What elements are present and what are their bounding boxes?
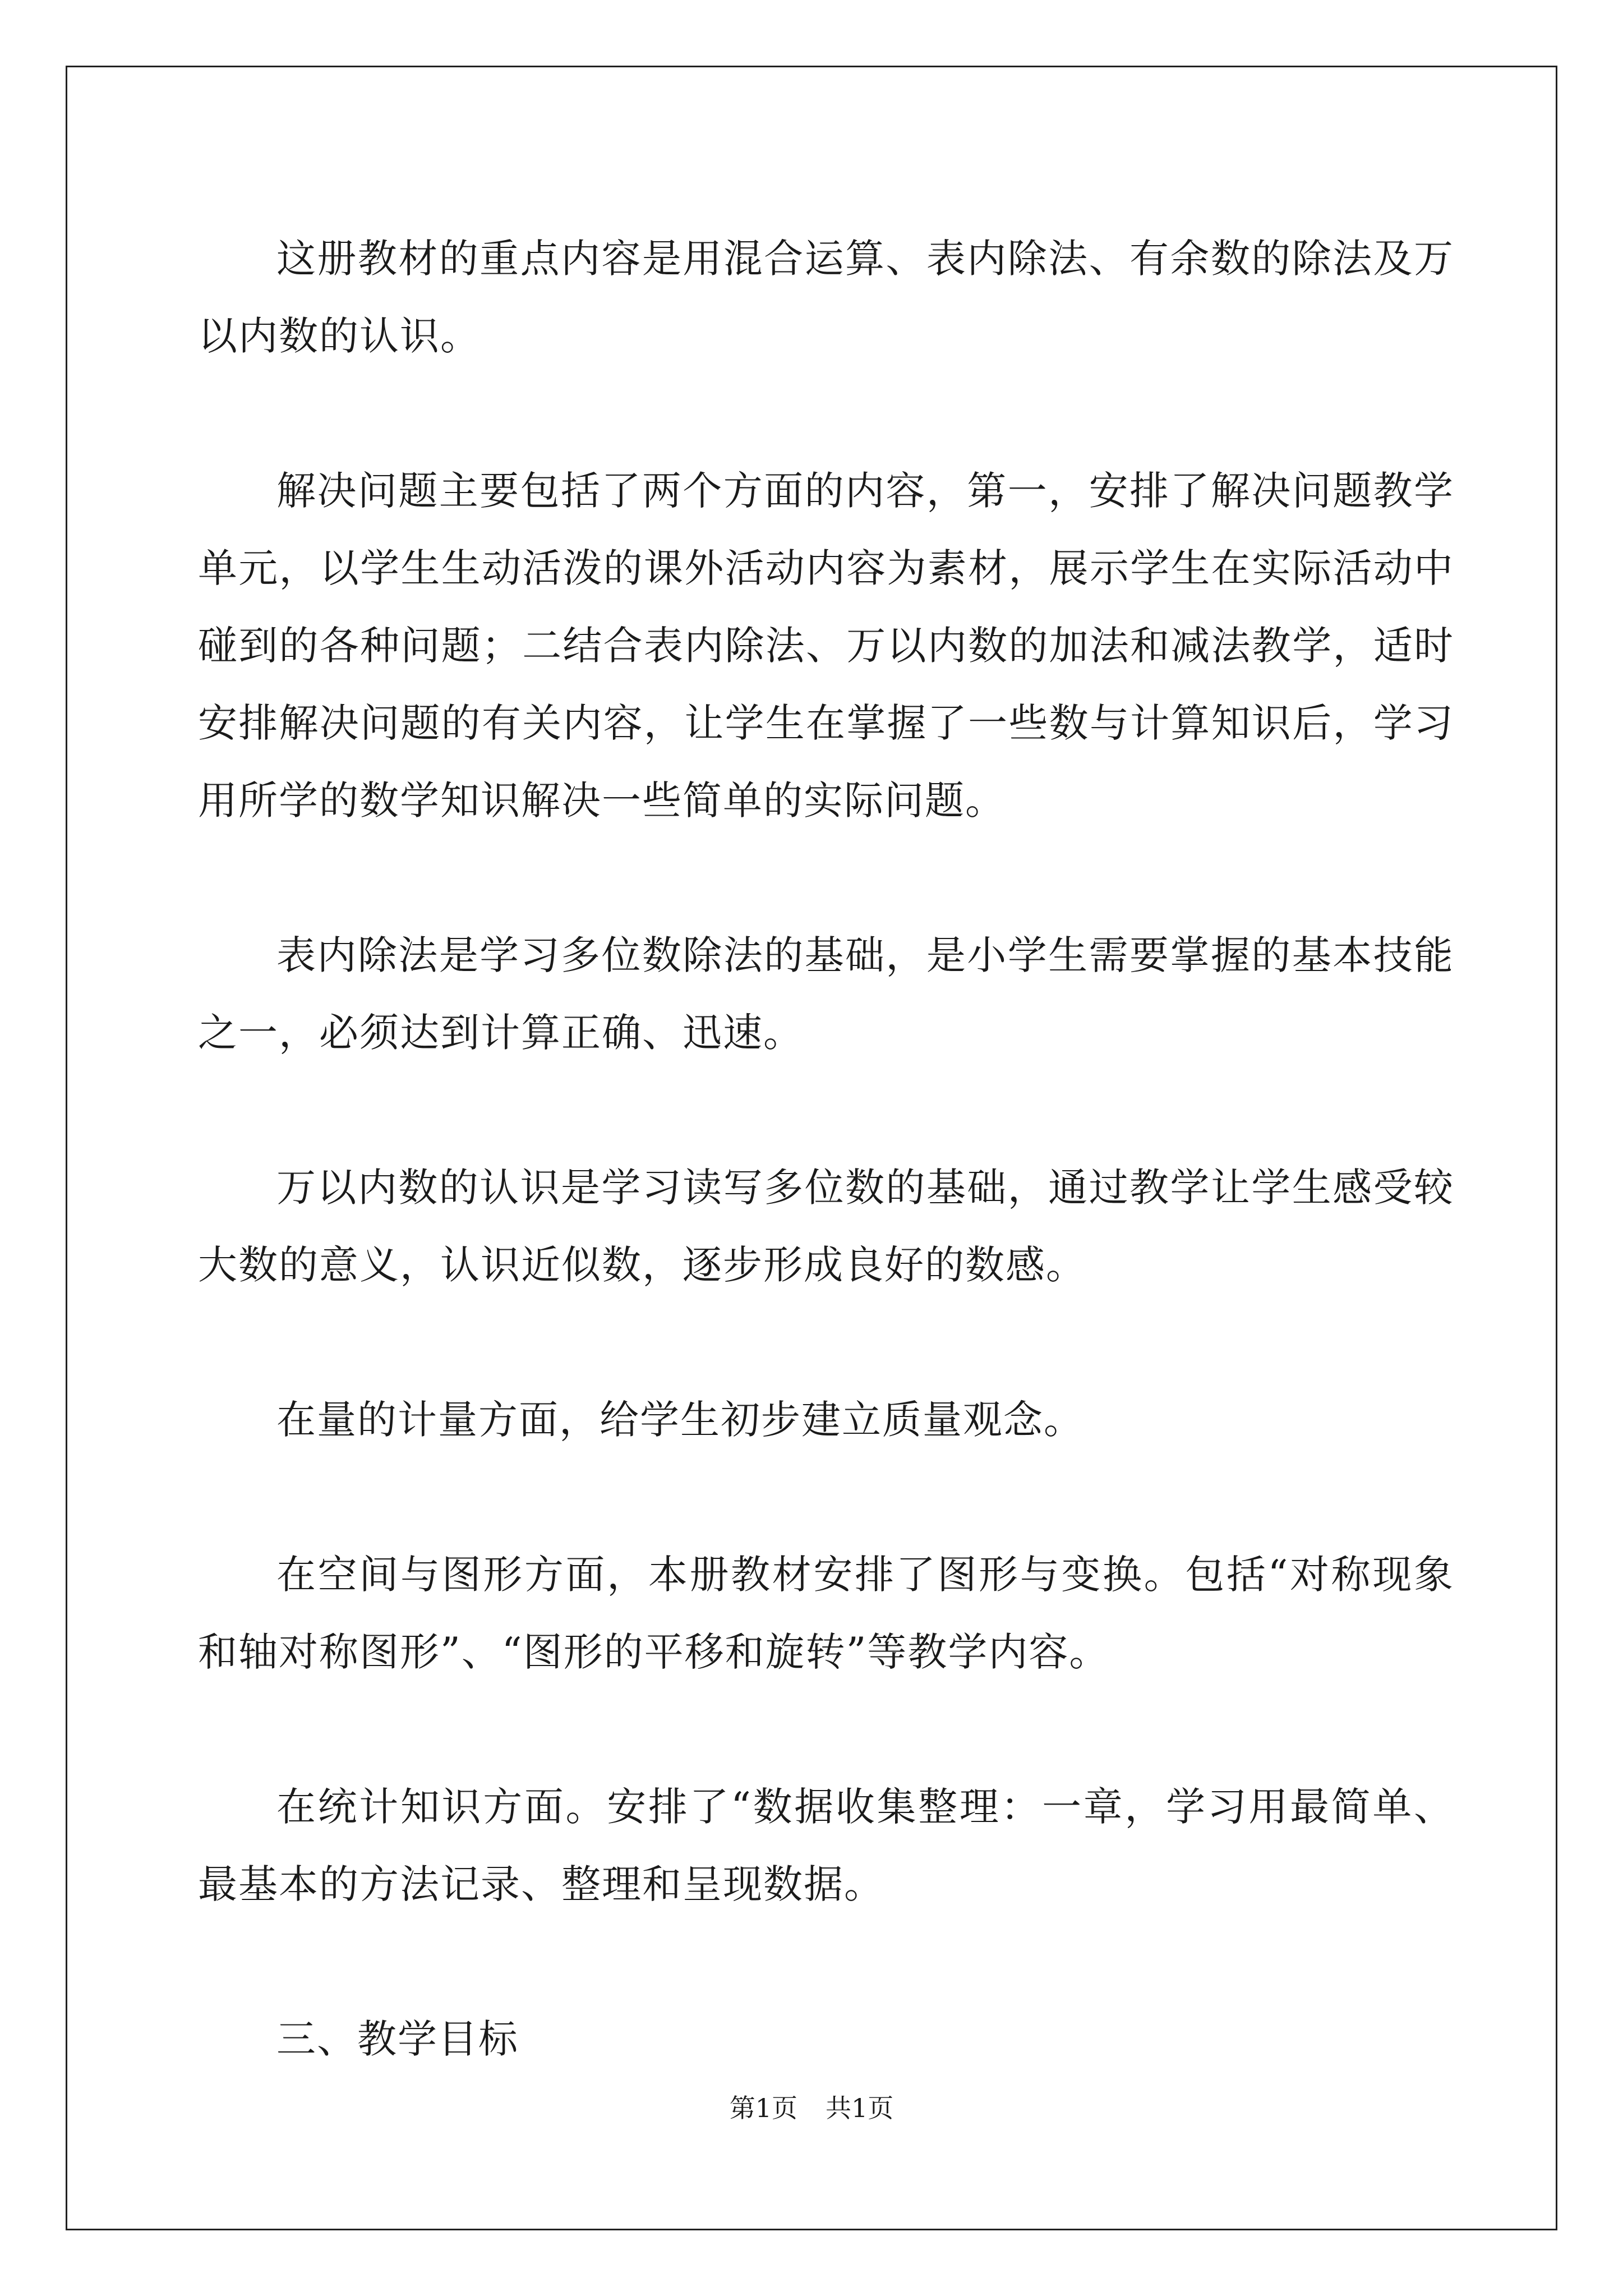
page-total: 共1页 — [826, 2093, 894, 2123]
paragraph-division: 表内除法是学习多位数除法的基础，是小学生需要掌握的基本技能之一，必须达到计算正确、迅速。 — [198, 932, 1454, 1056]
paragraph-statistics: 在统计知识方面。安排了“数据收集整理：一章，学习用最简单、最基本的方法记录、整理和呈现数据。 — [198, 1784, 1454, 1907]
page-number: 第1页 — [729, 2093, 797, 2123]
section-heading-teaching-goals: 三、教学目标 — [276, 2016, 519, 2062]
paragraph-problem-solving: 解决问题主要包括了两个方面的内容，第一，安排了解决问题教学单元，以学生生动活泼的课外活动内容为素材，展示学生在实际活动中碰到的各种问题；二结合表内除法、万以内数的加法和减法教学，适时安排解决问题的有关内容，让学生在掌握了一些数与计算知识后，学习用所学的数学知识解决一些简单的实际问题。 — [198, 468, 1454, 823]
paragraph-numbers-within-10000: 万以内数的认识是学习读写多位数的基础，通过教学让学生感受较大数的意义，认识近似数，逐步形成良好的数感。 — [198, 1165, 1454, 1288]
paragraph-measurement: 在量的计量方面，给学生初步建立质量观念。 — [276, 1397, 1084, 1443]
paragraph-key-content: 这册教材的重点内容是用混合运算、表内除法、有余数的除法及万以内数的认识。 — [198, 236, 1454, 359]
paragraph-space-and-shapes: 在空间与图形方面，本册教材安排了图形与变换。包括“对称现象和轴对称图形”、“图形的平移和旋转”等教学内容。 — [198, 1552, 1454, 1675]
document-body — [198, 220, 1454, 2078]
page-footer — [0, 2091, 1623, 2125]
